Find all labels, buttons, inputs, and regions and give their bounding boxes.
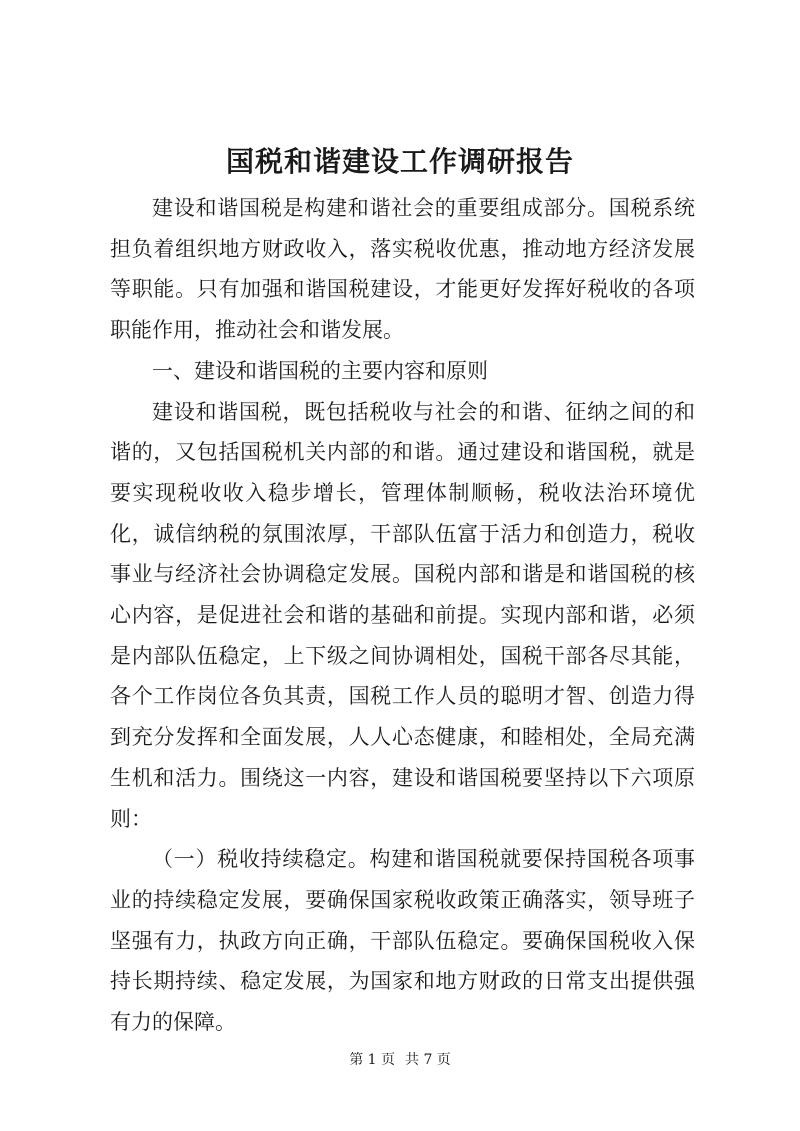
document-body bbox=[110, 188, 695, 1043]
paragraph-intro: 建设和谐国税是构建和谐社会的重要组成部分。国税系统担负着组织地方财政收入，落实税收优惠，推动地方经济发展等职能。只有加强和谐国税建设，才能更好发挥好税收的各项职能作用，推动社会和谐发展。 bbox=[110, 196, 695, 343]
page-number: 第 1 页 bbox=[349, 1052, 395, 1068]
page-footer bbox=[0, 1050, 800, 1070]
paragraph-principle-1: （一）税收持续稳定。构建和谐国税就要保持国税各项事业的持续稳定发展，要确保国家税收政策正确落实，领导班子坚强有力，执政方向正确，干部队伍稳定。要确保国税收入保持长期持续、稳定发展，为国家和地方财政的日常支出提供强有力的保障。 bbox=[110, 847, 695, 1035]
document-title: 国税和谐建设工作调研报告 bbox=[225, 145, 574, 178]
paragraph-content-principles: 建设和谐国税，既包括税收与社会的和谐、征纳之间的和谐的，又包括国税机关内部的和谐。通过建设和谐国税，就是要实现税收收入稳步增长，管理体制顺畅，税收法治环境优化，诚信纳税的氛围浓厚，干部队伍富于活力和创造力，税收事业与经济社会协调稳定发展。国税内部和谐是和谐国税的核心内容，是促进社会和谐的基础和前提。实现内部和谐，必须是内部队伍稳定，上下级之间协调相处，国税干部各尽其能，各个工作岗位各负其责，国税工作人员的聪明才智、创造力得到充分发挥和全面发展，人人心态健康，和睦相处，全局充满生机和活力。围绕这一内容，建设和谐国税要坚持以下六项原则： bbox=[110, 399, 695, 831]
section-heading-1: 一、建设和谐国税的主要内容和原则 bbox=[152, 358, 488, 383]
page-total: 共 7 页 bbox=[405, 1052, 451, 1068]
